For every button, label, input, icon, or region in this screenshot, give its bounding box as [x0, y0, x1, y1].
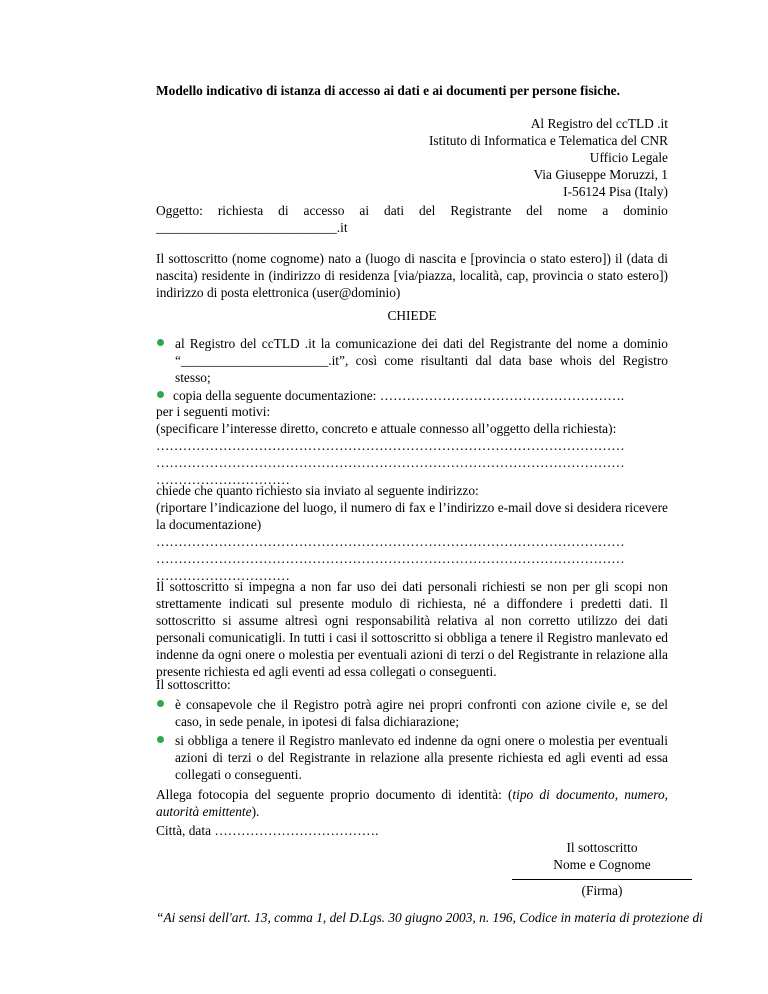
oggetto-word: a — [602, 203, 609, 218]
impegno-paragraph: Il sottoscritto si impegna a non far uso dei dati personali richiesti se non per gli scopi non strettamente indicati sul presente modulo di richiesta, né a diffondere i predetti dati. Il sottoscritto si assume altresì ogni responsabilità relativa al non corretto utilizzo dei dati personali comunicatigli. In tutti i casi il sottoscritto si obbliga a tenere il Registro manlevato ed indenne da ogni onere o molestia per eventuali azioni di terzi o del Registrante in relazione alla presente richiesta ed agli eventi ad essa collegati o conseguenti. — [156, 579, 668, 679]
bullet-icon — [157, 339, 164, 346]
dotted-line: …………………………………………………………………………………………… — [156, 534, 625, 549]
oggetto-word: Registrante — [450, 203, 512, 218]
bullet-icon — [157, 736, 164, 743]
dotted-line: …………………………………………………………………………………………… — [156, 455, 625, 470]
oggetto-domain-blank: ___________________________.it — [156, 220, 348, 235]
citta-data: Città, data ………………………………. — [156, 823, 379, 838]
oggetto-word: dominio — [623, 203, 668, 218]
document-title: Modello indicativo di istanza di accesso ai dati e ai documenti per persone fisiche. — [156, 83, 620, 98]
oggetto-word: nome — [557, 203, 588, 218]
dotted-line: …………………………………………………………………………………………… — [156, 551, 625, 566]
oggetto-word: del — [419, 203, 436, 218]
allega-paragraph — [156, 786, 668, 820]
declaration-bullet-1: è consapevole che il Registro potrà agire nei propri confronti con azione civile e, se del caso, in sede penale, in ipotesi di falsa dichiarazione; — [175, 697, 668, 729]
dotted-line: …………………………………………………………………………………………… — [156, 438, 625, 453]
dotted-line: ………………………… — [156, 472, 290, 487]
intro-paragraph: Il sottoscritto (nome cognome) nato a (luogo di nascita e [provincia o stato estero]) il (data di nascita) residente in (indirizzo di residenza [via/piazza, località, cap, provincia o stato estero]) indirizzo di posta elettronica (user@dominio) — [156, 251, 668, 300]
oggetto-word: di — [278, 203, 289, 218]
recipient-line: Istituto di Informatica e Telematica del CNR — [428, 133, 668, 148]
chiede-heading: CHIEDE — [387, 308, 437, 323]
oggetto-word: accesso — [303, 203, 345, 218]
allega-suffix: ). — [251, 804, 260, 819]
firma-label: (Firma) — [581, 883, 623, 898]
oggetto-word: richiesta — [217, 203, 264, 218]
oggetto-word: ai — [359, 203, 370, 218]
sottoscritto-label: Il sottoscritto: — [156, 677, 231, 692]
oggetto-section — [156, 202, 668, 236]
bullet-icon — [157, 700, 164, 707]
dotted-line: ………………………… — [156, 568, 290, 583]
recipient-line: Al Registro del ccTLD .it — [530, 116, 668, 131]
invio-hint: (riportare l’indicazione del luogo, il numero di fax e l’indirizzo e-mail dove si desidera ricevere la documentazione) — [156, 500, 668, 532]
allega-prefix: Allega fotocopia del seguente proprio documento di identità: ( — [156, 787, 513, 802]
signature-name-label: Nome e Cognome — [553, 857, 651, 872]
footnote: “Ai sensi dell'art. 13, comma 1, del D.Lgs. 30 giugno 2003, n. 196, Codice in materia di protezione di — [156, 910, 703, 925]
signature-label: Il sottoscritto — [566, 840, 638, 855]
motivi-section — [156, 403, 668, 488]
invio-section — [156, 482, 668, 584]
request-bullet-2: copia della seguente documentazione: ………………………………………………. — [173, 388, 625, 403]
oggetto-word: Oggetto: — [156, 203, 203, 218]
bullet-icon — [157, 391, 164, 398]
recipient-line: Via Giuseppe Moruzzi, 1 — [533, 167, 668, 182]
invio-label: chiede che quanto richiesto sia inviato al seguente indirizzo: — [156, 483, 479, 498]
recipient-line: I-56124 Pisa (Italy) — [563, 184, 668, 199]
oggetto-line — [156, 202, 668, 219]
recipient-line: Ufficio Legale — [589, 150, 668, 165]
request-bullet-1: al Registro del ccTLD .it la comunicazione dei dati del Registrante del nome a dominio “______________________.it”, così come risultanti dal data base whois del Registro stesso; — [175, 336, 668, 385]
declaration-bullet-2: si obbliga a tenere il Registro manlevato ed indenne da ogni onere o molestia per eventuali azioni di terzi o del Registrante in relazione alla presente richiesta ed agli eventi ad essa collegati o conseguenti. — [175, 733, 668, 782]
allega-italic: tipo di documento, numero, autorità emittente — [156, 787, 668, 819]
recipient-address — [156, 115, 668, 200]
oggetto-word: del — [526, 203, 543, 218]
signature-line — [512, 879, 692, 880]
motivi-hint: (specificare l’interesse diretto, concreto e attuale connesso all’oggetto della richiesta): — [156, 421, 617, 436]
oggetto-word: dati — [384, 203, 405, 218]
motivi-label: per i seguenti motivi: — [156, 404, 271, 419]
signature-block — [512, 839, 692, 873]
